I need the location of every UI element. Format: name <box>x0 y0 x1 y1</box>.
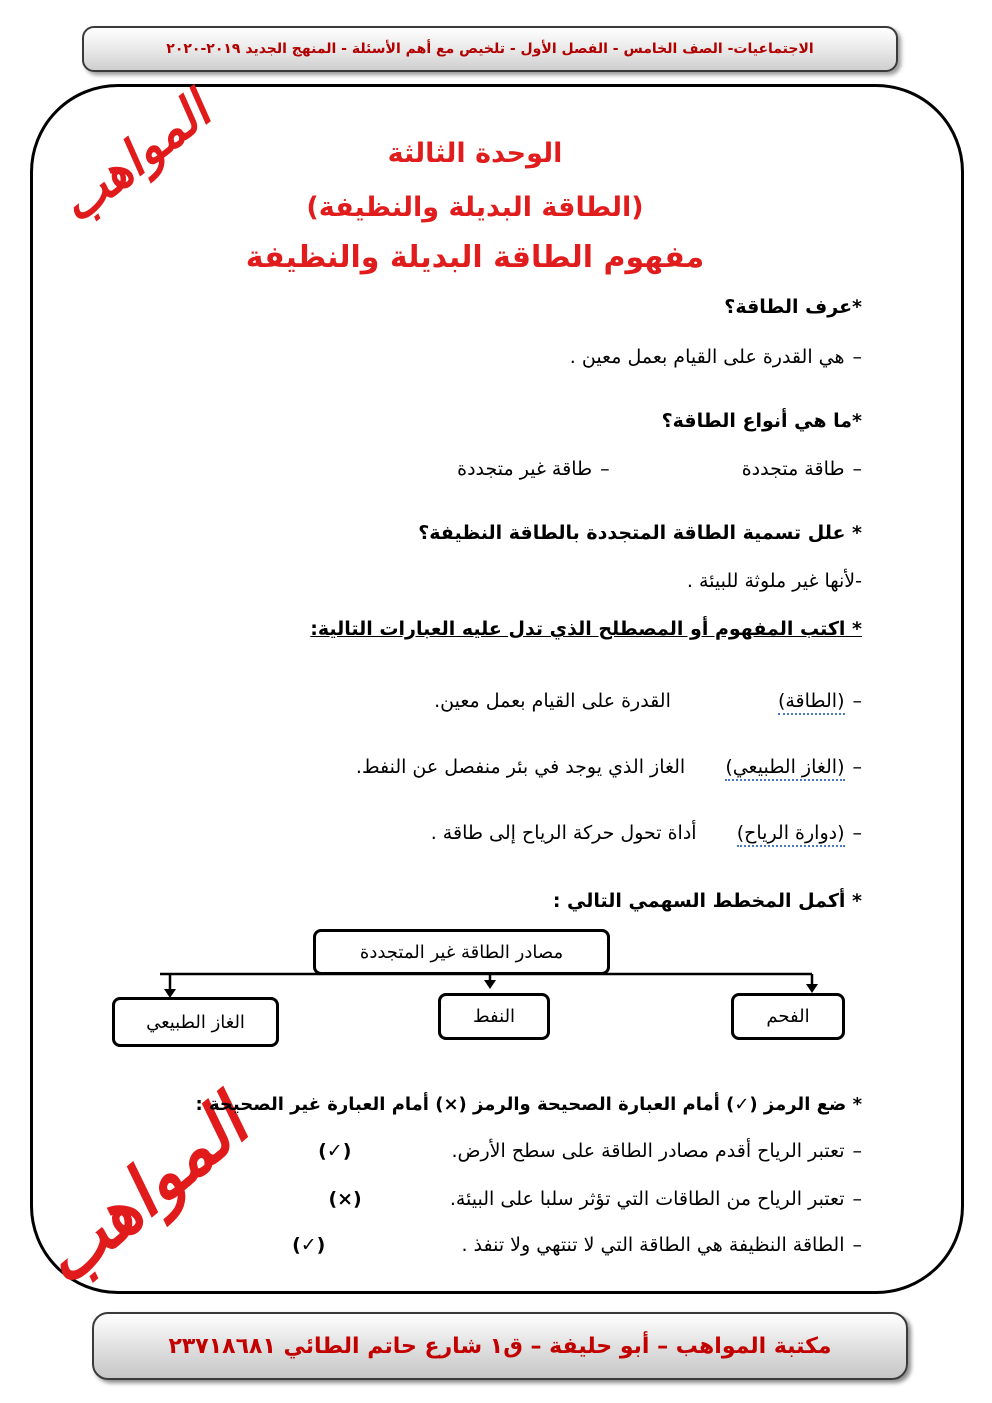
footer-bar <box>92 1312 908 1380</box>
q4-question: * اكتب المفهوم أو المصطلح الذي تدل عليه العبارات التالية: <box>310 618 862 640</box>
q3-answer: -لأنها غير ملوثة للبيئة . <box>686 570 862 592</box>
footer-text: مكتبة المواهب – أبو حليفة – ق١ شارع حاتم الطائي ٢٣٧١٨٦٨١ <box>168 1333 832 1359</box>
q4-item-1 <box>434 690 862 712</box>
unit-name: (الطاقة البديلة والنظيفة) <box>306 192 644 223</box>
q4-term-2: (الغاز الطبيعي) <box>725 756 844 781</box>
bullet-dash: – <box>600 458 610 480</box>
q6-mark-1: (✓) <box>318 1140 352 1162</box>
q2-question: *ما هي أنواع الطاقة؟ <box>661 410 862 432</box>
bullet-dash: – <box>852 458 862 480</box>
q1-answer-line <box>570 346 862 368</box>
q5-question: * أكمل المخطط السهمي التالي : <box>552 890 862 912</box>
diagram-child-label-2: النفط <box>472 1006 516 1027</box>
q1-question: *عرف الطاقة؟ <box>724 296 862 318</box>
q6-text-2: تعتبر الرياح من الطاقات التي تؤثر سلبا على البيئة. <box>449 1188 845 1210</box>
q6-text-3: الطاقة النظيفة هي الطاقة التي لا تنتهي ولا تنفذ . <box>461 1234 845 1256</box>
diagram-child-label-3: الغاز الطبيعي <box>146 1011 245 1033</box>
header-text: الاجتماعيات- الصف الخامس - الفصل الأول - تلخيص مع أهم الأسئلة - المنهج الجديد ٢٠١٩-٢٠٢٠ <box>166 41 814 57</box>
bullet-dash: – <box>852 822 862 844</box>
lesson-title: مفهوم الطاقة البديلة والنظيفة <box>245 240 705 275</box>
bullet-dash: – <box>852 756 862 778</box>
q2-type2: طاقة غير متجددة <box>457 458 593 480</box>
diagram-child-label-1: الفحم <box>766 1006 810 1027</box>
q6-text-1: تعتبر الرياح أقدم مصادر الطاقة على سطح الأرض. <box>451 1140 845 1162</box>
diagram-child-box-2 <box>438 993 550 1040</box>
unit-title: الوحدة الثالثة <box>387 138 563 169</box>
q4-term-1: (الطاقة) <box>778 690 845 715</box>
diagram-child-box-1 <box>731 993 845 1040</box>
q4-item-2 <box>356 756 862 778</box>
q2-types-line <box>457 458 862 480</box>
q6-question: * ضع الرمز (✓) أمام العبارة الصحيحة والرمز (×) أمام العبارة غير الصحيحة : <box>195 1094 862 1115</box>
q3-question: * علل تسمية الطاقة المتجددة بالطاقة النظيفة؟ <box>418 522 862 544</box>
q2-type1: طاقة متجددة <box>741 458 845 480</box>
q6-item-1 <box>318 1140 862 1162</box>
q6-item-3 <box>292 1234 862 1256</box>
bullet-dash: – <box>852 346 862 368</box>
q6-mark-3: (✓) <box>292 1234 326 1256</box>
q4-definition-3: أداة تحول حركة الرياح إلى طاقة . <box>430 822 697 844</box>
bullet-dash: – <box>852 1234 862 1256</box>
q4-definition-1: القدرة على القيام بعمل معين. <box>434 690 671 712</box>
watermark-logo-top: المواهب <box>48 80 222 235</box>
q6-mark-2: (×) <box>328 1188 362 1210</box>
bullet-dash: – <box>852 1188 862 1210</box>
diagram-root-label: مصادر الطاقة غير المتجددة <box>359 941 564 963</box>
q6-item-2 <box>328 1188 862 1210</box>
q4-item-3 <box>431 822 862 844</box>
diagram-root-box <box>313 929 610 975</box>
diagram-child-box-3 <box>112 997 279 1047</box>
q1-answer: هي القدرة على القيام بعمل معين . <box>569 346 845 368</box>
q4-term-3: (دوارة الرياح) <box>737 822 845 847</box>
header-bar <box>82 26 898 72</box>
watermark-logo-bottom: المواهب <box>23 1081 263 1302</box>
q4-definition-2: الغاز الذي يوجد في بئر منفصل عن النفط. <box>355 756 686 778</box>
bullet-dash: – <box>852 1140 862 1162</box>
bullet-dash: – <box>852 690 862 712</box>
